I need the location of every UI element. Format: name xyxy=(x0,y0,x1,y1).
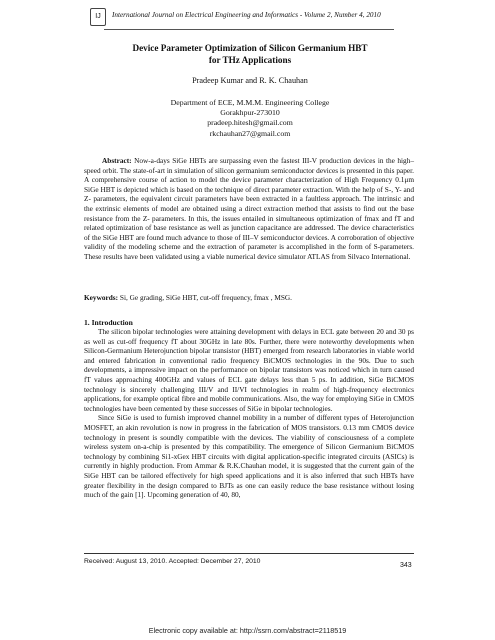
affiliation-dept: Department of ECE, M.M.M. Engineering College xyxy=(170,98,330,107)
section-heading: 1. Introduction xyxy=(84,318,133,327)
affiliation xyxy=(60,98,440,139)
email-2[interactable]: rkchauhan27@gmail.com xyxy=(209,128,291,138)
keywords xyxy=(84,293,414,302)
abstract-text: Now-a-days SiGe HBTs are surpassing even the fastest III-V production devices in the high–speed orbit. The state-of-art in simulation of silicon germanium semiconductor devices is presented in this paper. A comprehensive course of action to model the device parameter characterization of High Frequency 0.1μm SiGe HBT is depicted which is based on the technique of direct parameter extraction. With the help of S-, Y- and Z- parameters, the equivalent circuit parameters have been extracted in a faultless approach. The intrinsic and the extrinsic elements of model are obtained using a direct extraction method that assists to find out the base resistance from the Z- parameters. In this, the issues entailed in simultaneous optimization of fmax and fT and related optimization of base resistance as well as junction capacitance are addressed. The device characteristics of the SiGe HBT are found much advance to those of III–V semiconductor devices. A corroboration of objective validity of the modeling scheme and the extraction of parameter is accomplished in the form of S-parameters. These results have been validated using a viable numerical device simulator ATLAS from Silvaco International. xyxy=(84,156,414,261)
title-line-1: Device Parameter Optimization of Silicon Germanium HBT xyxy=(132,43,368,53)
ssrn-link[interactable]: Electronic copy available at: http://ssrn.com/abstract=2118519 xyxy=(148,626,347,635)
paragraph-2: Since SiGe is used to furnish improved channel mobility in a number of different types of Heterojunction MOSFET, an akin revolution is now in progress in the fabrication of MOS transistors. 0.13 mm CMOS device technology in present is soundly compatible with the devices. The viability of consciousness of a complete wireless system on-a-chip is presented by this compatibility. The emergence of Silicon Germanium BiCMOS technology by combining Si1-xGex HBT circuits with digital application-specific integrated circuits (ASICs) is currently in highly production. From Ammar & R.K.Chauhan model, it is suggested that the current gain of the SiGe HBT can be tailored effectively for high speed applications and it is also inferred that such HBTs have greater flexibility in the design compared to BJTs as one can easily reduce the base resistance without losing much of the gain [1]. Upcoming generation of 40, 80, xyxy=(84,413,414,500)
received-date: Received: August 13, 2010. Accepted: December 27, 2010 xyxy=(84,558,261,565)
abstract xyxy=(84,156,414,262)
introduction-body xyxy=(84,327,414,500)
page-number: 343 xyxy=(400,562,412,569)
paper-title xyxy=(60,42,440,66)
affiliation-city: Gorakhpur-273010 xyxy=(220,108,280,118)
authors: Pradeep Kumar and R. K. Chauhan xyxy=(192,76,308,85)
footer-divider xyxy=(84,553,414,554)
keywords-label: Keywords: xyxy=(84,293,119,302)
journal-header xyxy=(90,8,470,26)
header-divider xyxy=(104,29,394,30)
paragraph-1: The silicon bipolar technologies were attaining development with delays in ECL gate between 20 and 30 ps as well as cut-off frequency fT about 30GHz in late 80s. Further, there were noteworthy developments when Silicon-Germanium Heterojunction bipolar transistor (HBT) emerged from research laboratories in viable world and entered fabrication in conventional radio frequency BiCMOS technologies in the 90s. Due to such developments, a impressive impact on the performance on bipolar transistors was noticed which in turn caused fT values approaching 400GHz and values of ECL gate delays less than 5 ps. In addition, SiGe BiCMOS technology is sincerely challenging III/V and II/VI technologies in realm of high-frequency electronics applications, for example optical fibre and mobile communications. Also, the way for employing SiGe in CMOS technologies have been cemented by these successes of SiGe in bipolar technologies. xyxy=(84,327,414,413)
title-line-2: for THz Applications xyxy=(208,55,292,65)
email-1[interactable]: pradeep.hitesh@gmail.com xyxy=(207,118,293,128)
keywords-text: Si, Ge grading, SiGe HBT, cut-off frequency, fmax , MSG. xyxy=(118,293,293,302)
abstract-label: Abstract: xyxy=(102,156,132,165)
journal-title: International Journal on Electrical Engineering and Informatics - Volume 2, Number 4, 2010 xyxy=(112,11,381,19)
journal-logo: IJ xyxy=(90,8,106,26)
